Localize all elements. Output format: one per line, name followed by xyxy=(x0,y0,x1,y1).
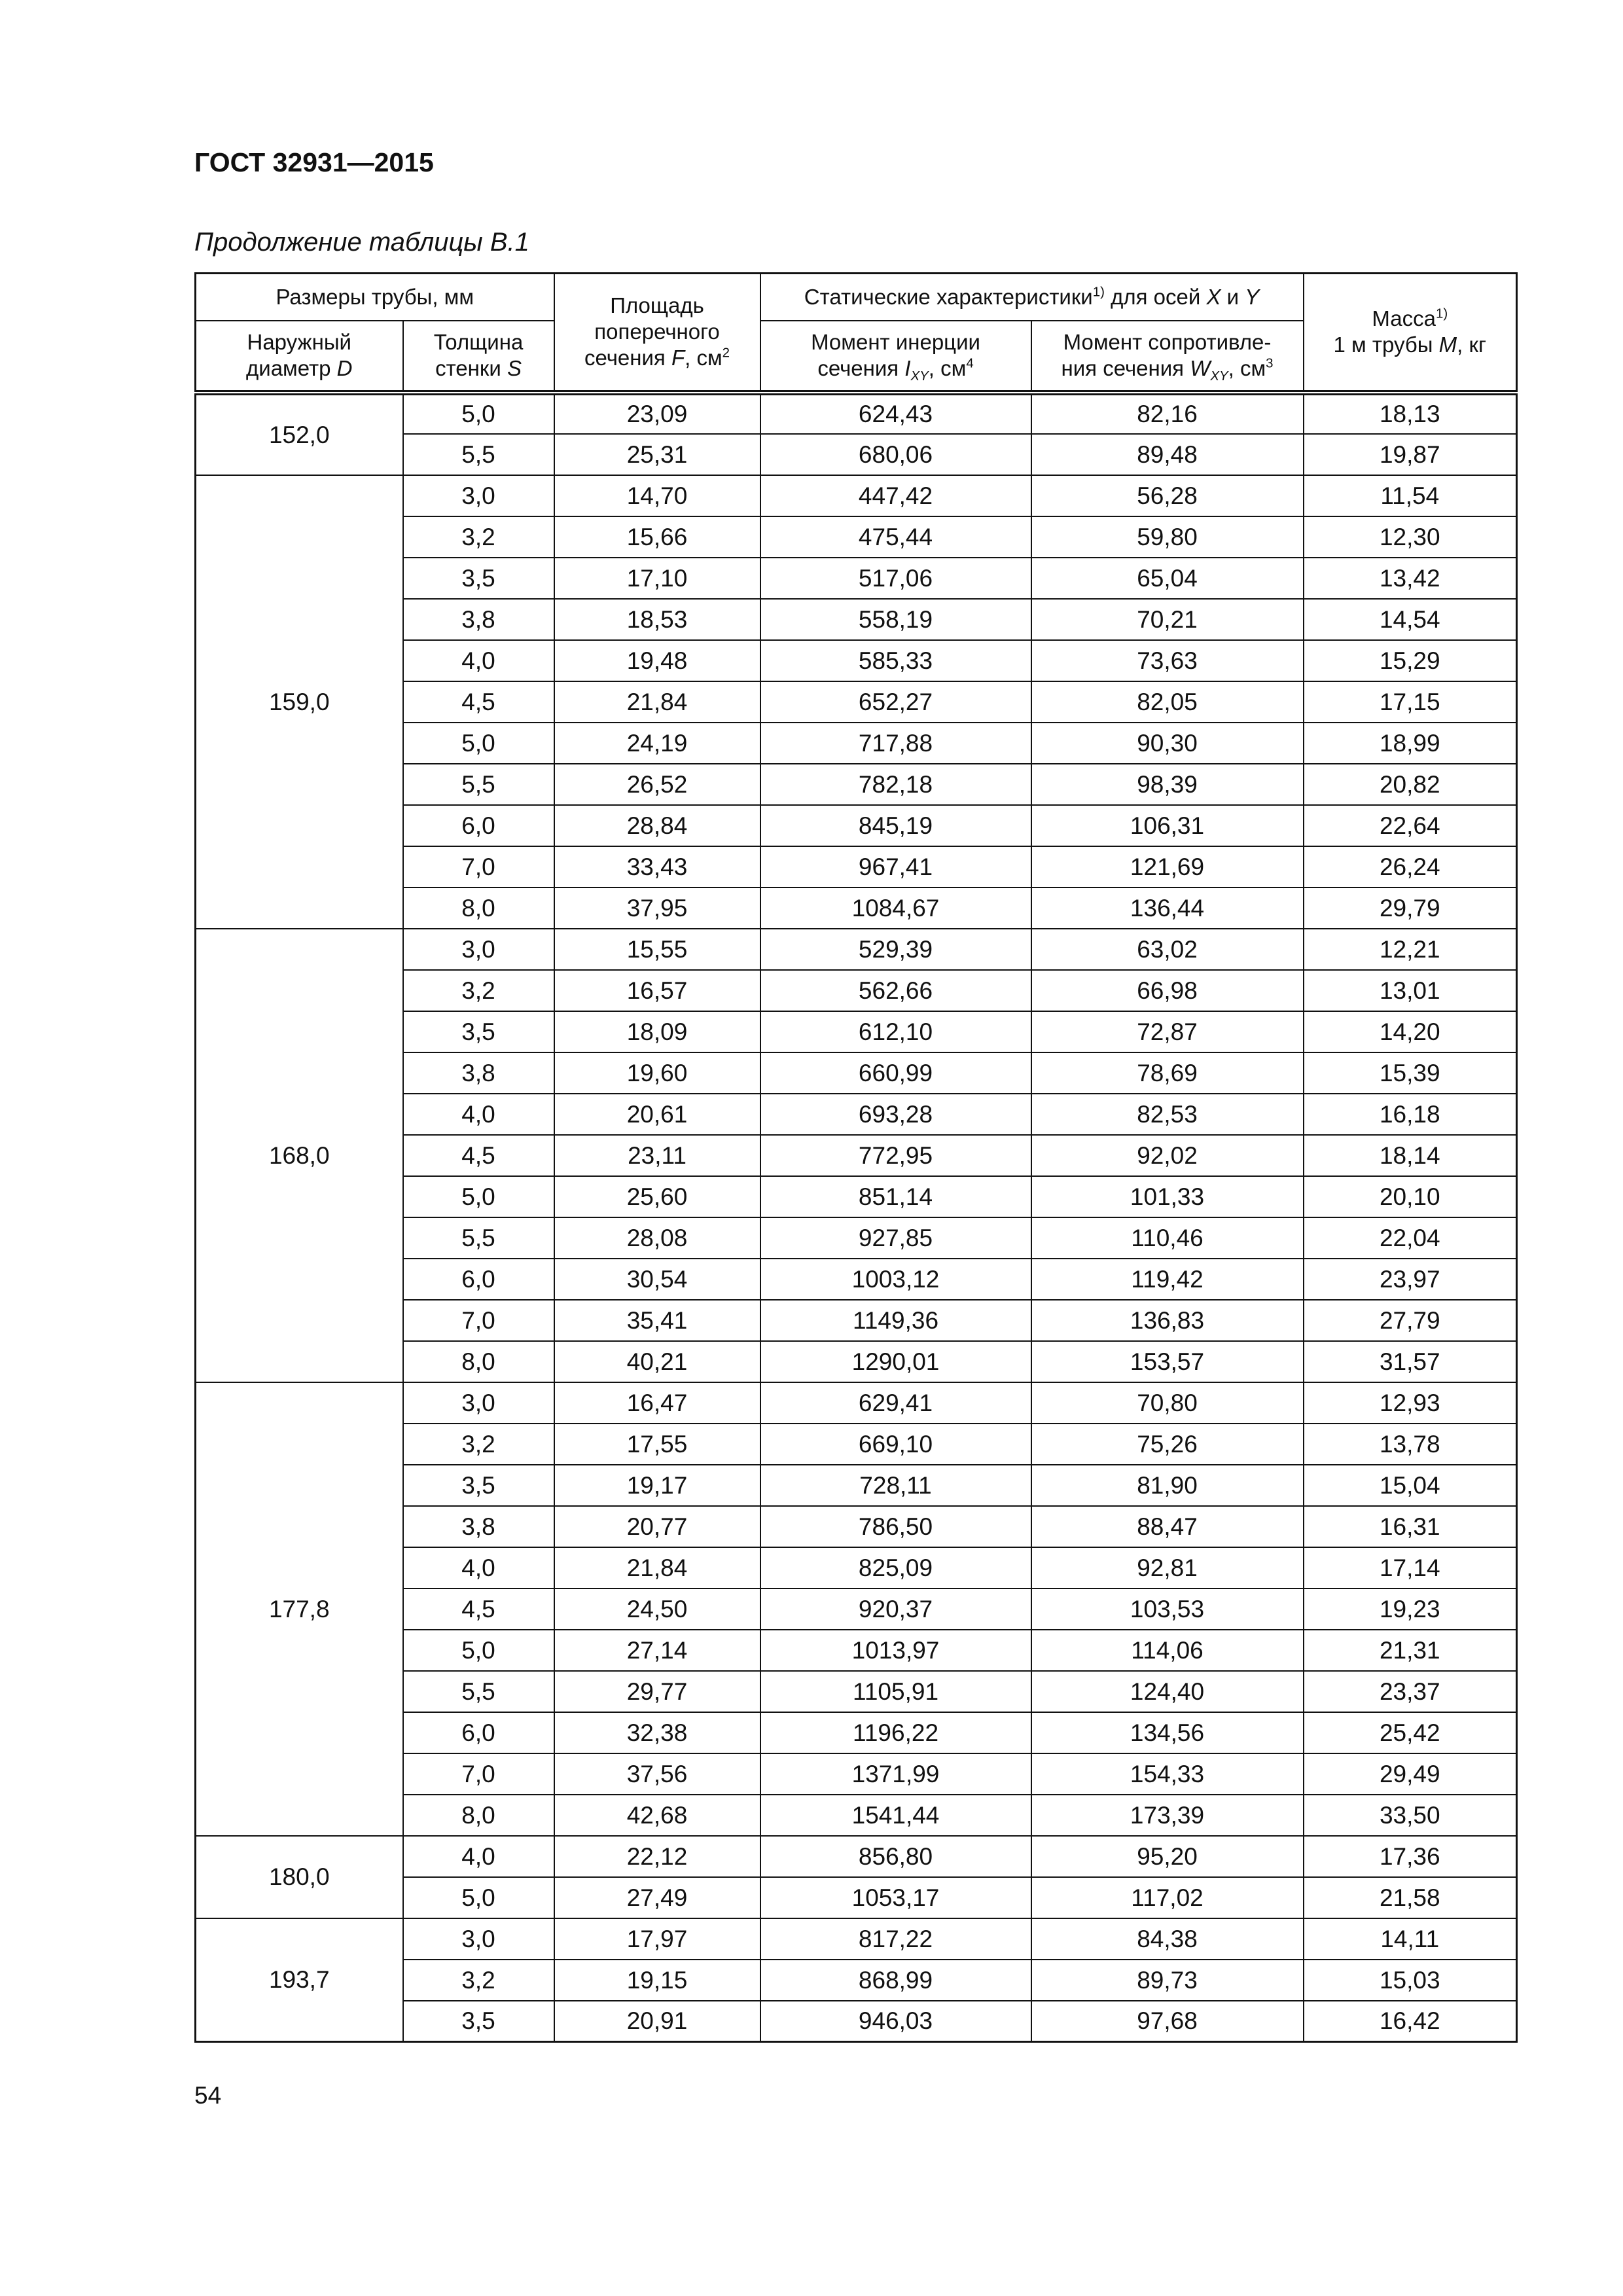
unit-text: , см xyxy=(928,356,967,380)
section-modulus-cell: 66,98 xyxy=(1031,970,1304,1011)
moment-of-inertia-cell: 517,06 xyxy=(760,558,1031,599)
table-row xyxy=(196,929,1517,970)
mass-cell: 17,14 xyxy=(1304,1547,1517,1588)
mass-cell: 18,13 xyxy=(1304,393,1517,434)
moment-of-inertia-cell: 612,10 xyxy=(760,1011,1031,1052)
cross-section-area-cell: 30,54 xyxy=(554,1259,760,1300)
mass-cell: 29,79 xyxy=(1304,888,1517,929)
section-modulus-cell: 59,80 xyxy=(1031,516,1304,558)
moment-of-inertia-cell: 946,03 xyxy=(760,2001,1031,2042)
cross-section-area-cell: 23,09 xyxy=(554,393,760,434)
cross-section-area-cell: 22,12 xyxy=(554,1836,760,1877)
mass-cell: 12,30 xyxy=(1304,516,1517,558)
moment-of-inertia-cell: 927,85 xyxy=(760,1217,1031,1259)
wall-thickness-cell: 3,0 xyxy=(403,929,554,970)
cross-section-area-cell: 35,41 xyxy=(554,1300,760,1341)
mass-cell: 12,93 xyxy=(1304,1382,1517,1424)
moment-of-inertia-cell: 920,37 xyxy=(760,1588,1031,1630)
cross-section-area-cell: 16,47 xyxy=(554,1382,760,1424)
header-text-line: Площадь xyxy=(610,293,704,318)
moment-of-inertia-cell: 817,22 xyxy=(760,1918,1031,1960)
header-row xyxy=(196,274,1517,321)
wall-thickness-cell: 5,5 xyxy=(403,764,554,805)
header-text: ния сечения xyxy=(1061,356,1190,380)
section-modulus-cell: 56,28 xyxy=(1031,475,1304,516)
moment-of-inertia-cell: 1149,36 xyxy=(760,1300,1031,1341)
header-text-line: Момент инерции xyxy=(811,330,980,354)
wall-thickness-cell: 3,8 xyxy=(403,1506,554,1547)
moment-of-inertia-cell: 529,39 xyxy=(760,929,1031,970)
outer-diameter-cell: 177,8 xyxy=(196,1382,403,1836)
moment-of-inertia-cell: 680,06 xyxy=(760,434,1031,475)
section-modulus-cell: 82,05 xyxy=(1031,681,1304,723)
section-modulus-cell: 63,02 xyxy=(1031,929,1304,970)
outer-diameter-cell: 168,0 xyxy=(196,929,403,1382)
moment-of-inertia-cell: 856,80 xyxy=(760,1836,1031,1877)
cross-section-area-cell: 16,57 xyxy=(554,970,760,1011)
wall-thickness-cell: 5,5 xyxy=(403,1217,554,1259)
wall-thickness-cell: 3,2 xyxy=(403,1960,554,2001)
mass-cell: 27,79 xyxy=(1304,1300,1517,1341)
header-text: Статические характеристики xyxy=(804,284,1093,309)
cross-section-area-cell: 37,95 xyxy=(554,888,760,929)
cross-section-area-cell: 40,21 xyxy=(554,1341,760,1382)
wall-thickness-cell: 4,0 xyxy=(403,640,554,681)
wall-thickness-cell: 3,8 xyxy=(403,1052,554,1094)
cross-section-area-cell: 23,11 xyxy=(554,1135,760,1176)
wall-thickness-cell: 5,0 xyxy=(403,723,554,764)
header-text-line: Толщина xyxy=(433,330,524,354)
mass-header xyxy=(1304,274,1517,393)
header-text-line xyxy=(761,355,1031,382)
static-characteristics-header xyxy=(760,274,1304,321)
mass-cell: 19,23 xyxy=(1304,1588,1517,1630)
cross-section-area-cell: 21,84 xyxy=(554,1547,760,1588)
outer-diameter-header xyxy=(196,321,403,393)
mass-cell: 11,54 xyxy=(1304,475,1517,516)
moment-of-inertia-cell: 786,50 xyxy=(760,1506,1031,1547)
cross-section-area-cell: 19,60 xyxy=(554,1052,760,1094)
wall-thickness-cell: 7,0 xyxy=(403,1300,554,1341)
moment-of-inertia-cell: 1371,99 xyxy=(760,1753,1031,1795)
mass-cell: 23,37 xyxy=(1304,1671,1517,1712)
moment-of-inertia-header xyxy=(760,321,1031,393)
section-modulus-cell: 89,73 xyxy=(1031,1960,1304,2001)
section-modulus-cell: 70,80 xyxy=(1031,1382,1304,1424)
mass-cell: 13,42 xyxy=(1304,558,1517,599)
section-modulus-cell: 88,47 xyxy=(1031,1506,1304,1547)
cross-section-area-cell: 20,77 xyxy=(554,1506,760,1547)
mass-cell: 21,31 xyxy=(1304,1630,1517,1671)
section-modulus-cell: 70,21 xyxy=(1031,599,1304,640)
mass-cell: 15,29 xyxy=(1304,640,1517,681)
section-modulus-cell: 82,53 xyxy=(1031,1094,1304,1135)
outer-diameter-cell: 180,0 xyxy=(196,1836,403,1918)
mass-cell: 15,39 xyxy=(1304,1052,1517,1094)
mass-cell: 12,21 xyxy=(1304,929,1517,970)
outer-diameter-cell: 159,0 xyxy=(196,475,403,929)
mass-cell: 13,78 xyxy=(1304,1424,1517,1465)
moment-of-inertia-cell: 1196,22 xyxy=(760,1712,1031,1753)
moment-of-inertia-cell: 475,44 xyxy=(760,516,1031,558)
wall-thickness-cell: 6,0 xyxy=(403,1259,554,1300)
wall-thickness-cell: 5,5 xyxy=(403,434,554,475)
wall-thickness-cell: 4,0 xyxy=(403,1547,554,1588)
cross-section-area-cell: 18,09 xyxy=(554,1011,760,1052)
table-row xyxy=(196,1836,1517,1877)
axis-subscript xyxy=(1210,368,1228,384)
mass-cell: 33,50 xyxy=(1304,1795,1517,1836)
wall-thickness-cell: 3,0 xyxy=(403,1382,554,1424)
section-modulus-cell: 78,69 xyxy=(1031,1052,1304,1094)
mass-cell: 14,11 xyxy=(1304,1918,1517,1960)
cross-section-area-cell: 19,15 xyxy=(554,1960,760,2001)
mass-cell: 26,24 xyxy=(1304,846,1517,888)
thickness-symbol: S xyxy=(507,356,522,380)
wall-thickness-cell: 8,0 xyxy=(403,1341,554,1382)
section-modulus-header xyxy=(1031,321,1304,393)
header-text-line xyxy=(404,355,554,382)
moment-of-inertia-cell: 868,99 xyxy=(760,1960,1031,2001)
axis-y-symbol: Y xyxy=(1245,284,1260,309)
wall-thickness-cell: 3,5 xyxy=(403,2001,554,2042)
axis-subscript-text: XY xyxy=(910,368,929,384)
header-text: для осей xyxy=(1104,284,1207,309)
moment-of-inertia-cell: 782,18 xyxy=(760,764,1031,805)
mass-cell: 22,64 xyxy=(1304,805,1517,846)
header-text-line: Наружный xyxy=(247,330,351,354)
moment-of-inertia-cell: 1013,97 xyxy=(760,1630,1031,1671)
unit-text: , см xyxy=(685,346,722,370)
wall-thickness-cell: 3,2 xyxy=(403,516,554,558)
section-modulus-cell: 65,04 xyxy=(1031,558,1304,599)
wall-thickness-cell: 3,0 xyxy=(403,1918,554,1960)
cross-section-area-cell: 28,08 xyxy=(554,1217,760,1259)
section-modulus-cell: 82,16 xyxy=(1031,393,1304,434)
mass-cell: 25,42 xyxy=(1304,1712,1517,1753)
cross-section-area-cell: 14,70 xyxy=(554,475,760,516)
unit-exponent: 2 xyxy=(722,345,730,361)
mass-cell: 17,36 xyxy=(1304,1836,1517,1877)
moment-of-inertia-cell: 851,14 xyxy=(760,1176,1031,1217)
wall-thickness-cell: 5,5 xyxy=(403,1671,554,1712)
wall-thickness-cell: 3,2 xyxy=(403,970,554,1011)
axis-subscript xyxy=(911,368,929,384)
wall-thickness-cell: 3,8 xyxy=(403,599,554,640)
moment-of-inertia-cell: 1003,12 xyxy=(760,1259,1031,1300)
table-row xyxy=(196,393,1517,434)
section-modulus-cell: 117,02 xyxy=(1031,1877,1304,1918)
moment-of-inertia-cell: 1541,44 xyxy=(760,1795,1031,1836)
table-row xyxy=(196,1382,1517,1424)
outer-diameter-cell: 193,7 xyxy=(196,1918,403,2042)
cross-section-area-cell: 33,43 xyxy=(554,846,760,888)
moment-of-inertia-cell: 1105,91 xyxy=(760,1671,1031,1712)
section-modulus-cell: 89,48 xyxy=(1031,434,1304,475)
header-text-line xyxy=(1304,306,1516,332)
table-row xyxy=(196,475,1517,516)
wall-thickness-cell: 6,0 xyxy=(403,805,554,846)
cross-section-area-cell: 19,17 xyxy=(554,1465,760,1506)
wall-thickness-cell: 4,5 xyxy=(403,1135,554,1176)
header-text: диаметр xyxy=(246,356,337,380)
cross-section-area-cell: 17,55 xyxy=(554,1424,760,1465)
cross-section-area-cell: 27,14 xyxy=(554,1630,760,1671)
mass-cell: 15,03 xyxy=(1304,1960,1517,2001)
mass-cell: 14,20 xyxy=(1304,1011,1517,1052)
axis-subscript-text: XY xyxy=(1210,368,1228,384)
moment-of-inertia-cell: 624,43 xyxy=(760,393,1031,434)
section-modulus-cell: 98,39 xyxy=(1031,764,1304,805)
footnote-mark: 1) xyxy=(1435,306,1448,321)
wall-thickness-cell: 4,5 xyxy=(403,1588,554,1630)
section-modulus-cell: 73,63 xyxy=(1031,640,1304,681)
wall-thickness-cell: 4,0 xyxy=(403,1836,554,1877)
cross-section-area-cell: 15,55 xyxy=(554,929,760,970)
cross-section-area-cell: 17,10 xyxy=(554,558,760,599)
wall-thickness-cell: 8,0 xyxy=(403,1795,554,1836)
moment-of-inertia-cell: 717,88 xyxy=(760,723,1031,764)
wall-thickness-cell: 7,0 xyxy=(403,846,554,888)
cross-section-area-cell: 20,61 xyxy=(554,1094,760,1135)
unit-exponent: 4 xyxy=(966,355,974,371)
cross-section-area-cell: 20,91 xyxy=(554,2001,760,2042)
table-header xyxy=(196,274,1517,393)
moment-of-inertia-cell: 669,10 xyxy=(760,1424,1031,1465)
unit-exponent: 3 xyxy=(1266,355,1274,371)
section-modulus-cell: 173,39 xyxy=(1031,1795,1304,1836)
moment-of-inertia-cell: 1290,01 xyxy=(760,1341,1031,1382)
cross-section-area-cell: 24,50 xyxy=(554,1588,760,1630)
mass-cell: 16,42 xyxy=(1304,2001,1517,2042)
axis-x-symbol: X xyxy=(1206,284,1221,309)
moment-of-inertia-cell: 447,42 xyxy=(760,475,1031,516)
header-text: сечения xyxy=(817,356,905,380)
cross-section-area-cell: 32,38 xyxy=(554,1712,760,1753)
wall-thickness-header xyxy=(403,321,554,393)
area-symbol: F xyxy=(671,346,685,370)
mass-cell: 19,87 xyxy=(1304,434,1517,475)
wall-thickness-cell: 6,0 xyxy=(403,1712,554,1753)
header-text-line: поперечного xyxy=(594,319,720,344)
header-text-line: Момент сопротивле- xyxy=(1063,330,1272,354)
cross-section-area-cell: 27,49 xyxy=(554,1877,760,1918)
unit-text: , см xyxy=(1228,356,1266,380)
moment-of-inertia-cell: 562,66 xyxy=(760,970,1031,1011)
wall-thickness-cell: 3,0 xyxy=(403,475,554,516)
wall-thickness-cell: 4,0 xyxy=(403,1094,554,1135)
section-modulus-cell: 101,33 xyxy=(1031,1176,1304,1217)
outer-diameter-cell: 152,0 xyxy=(196,393,403,475)
moment-of-inertia-cell: 693,28 xyxy=(760,1094,1031,1135)
mass-cell: 16,31 xyxy=(1304,1506,1517,1547)
section-modulus-cell: 92,02 xyxy=(1031,1135,1304,1176)
inertia-symbol: I xyxy=(904,356,911,380)
wall-thickness-cell: 5,0 xyxy=(403,1877,554,1918)
section-modulus-cell: 81,90 xyxy=(1031,1465,1304,1506)
cross-section-area-cell: 29,77 xyxy=(554,1671,760,1712)
moment-of-inertia-cell: 1084,67 xyxy=(760,888,1031,929)
moment-of-inertia-cell: 772,95 xyxy=(760,1135,1031,1176)
wall-thickness-cell: 5,0 xyxy=(403,1176,554,1217)
moment-of-inertia-cell: 825,09 xyxy=(760,1547,1031,1588)
diameter-symbol: D xyxy=(336,356,353,380)
cross-section-area-cell: 15,66 xyxy=(554,516,760,558)
wall-thickness-cell: 8,0 xyxy=(403,888,554,929)
cross-section-area-cell: 28,84 xyxy=(554,805,760,846)
cross-section-area-header xyxy=(554,274,760,393)
pipe-dimensions-header: Размеры трубы, мм xyxy=(196,274,554,321)
wall-thickness-cell: 3,2 xyxy=(403,1424,554,1465)
section-modulus-cell: 154,33 xyxy=(1031,1753,1304,1795)
mass-cell: 13,01 xyxy=(1304,970,1517,1011)
header-text: и xyxy=(1221,284,1245,309)
wall-thickness-cell: 4,5 xyxy=(403,681,554,723)
mass-cell: 15,04 xyxy=(1304,1465,1517,1506)
mass-cell: 31,57 xyxy=(1304,1341,1517,1382)
footnote-mark: 1) xyxy=(1092,284,1105,300)
section-modulus-cell: 75,26 xyxy=(1031,1424,1304,1465)
section-modulus-cell: 90,30 xyxy=(1031,723,1304,764)
page-number: 54 xyxy=(194,2082,222,2109)
moment-of-inertia-cell: 967,41 xyxy=(760,846,1031,888)
standard-designation: ГОСТ 32931—2015 xyxy=(194,147,434,177)
moment-of-inertia-cell: 629,41 xyxy=(760,1382,1031,1424)
mass-cell: 23,97 xyxy=(1304,1259,1517,1300)
wall-thickness-cell: 5,0 xyxy=(403,1630,554,1671)
section-modulus-cell: 114,06 xyxy=(1031,1630,1304,1671)
moment-of-inertia-cell: 728,11 xyxy=(760,1465,1031,1506)
wall-thickness-cell: 5,0 xyxy=(403,393,554,434)
section-modulus-cell: 106,31 xyxy=(1031,805,1304,846)
section-modulus-cell: 92,81 xyxy=(1031,1547,1304,1588)
section-modulus-cell: 136,83 xyxy=(1031,1300,1304,1341)
cross-section-area-cell: 21,84 xyxy=(554,681,760,723)
table-body xyxy=(196,393,1517,2042)
section-modulus-cell: 153,57 xyxy=(1031,1341,1304,1382)
moment-of-inertia-cell: 585,33 xyxy=(760,640,1031,681)
header-text-line xyxy=(1032,355,1303,382)
cross-section-area-cell: 25,60 xyxy=(554,1176,760,1217)
mass-symbol: M xyxy=(1438,332,1457,357)
moment-of-inertia-cell: 558,19 xyxy=(760,599,1031,640)
header-text-line xyxy=(196,355,402,382)
section-modulus-cell: 119,42 xyxy=(1031,1259,1304,1300)
cross-section-area-cell: 24,19 xyxy=(554,723,760,764)
mass-cell: 16,18 xyxy=(1304,1094,1517,1135)
wall-thickness-cell: 7,0 xyxy=(403,1753,554,1795)
mass-cell: 22,04 xyxy=(1304,1217,1517,1259)
moment-of-inertia-cell: 845,19 xyxy=(760,805,1031,846)
wall-thickness-cell: 3,5 xyxy=(403,1465,554,1506)
cross-section-area-cell: 37,56 xyxy=(554,1753,760,1795)
pipe-properties-table xyxy=(194,272,1518,2043)
table-row xyxy=(196,1918,1517,1960)
section-modulus-cell: 124,40 xyxy=(1031,1671,1304,1712)
mass-cell: 14,54 xyxy=(1304,599,1517,640)
cross-section-area-cell: 19,48 xyxy=(554,640,760,681)
wall-thickness-cell: 3,5 xyxy=(403,1011,554,1052)
section-modulus-cell: 136,44 xyxy=(1031,888,1304,929)
header-text: сечения xyxy=(584,346,671,370)
wall-thickness-cell: 3,5 xyxy=(403,558,554,599)
header-text-line xyxy=(1304,332,1516,358)
section-modulus-cell: 121,69 xyxy=(1031,846,1304,888)
cross-section-area-cell: 42,68 xyxy=(554,1795,760,1836)
mass-cell: 17,15 xyxy=(1304,681,1517,723)
moment-of-inertia-cell: 652,27 xyxy=(760,681,1031,723)
moment-of-inertia-cell: 1053,17 xyxy=(760,1877,1031,1918)
section-modulus-cell: 103,53 xyxy=(1031,1588,1304,1630)
unit-text: , кг xyxy=(1457,332,1486,357)
table-caption: Продолжение таблицы В.1 xyxy=(194,228,529,257)
cross-section-area-cell: 17,97 xyxy=(554,1918,760,1960)
section-modulus-cell: 95,20 xyxy=(1031,1836,1304,1877)
cross-section-area-cell: 25,31 xyxy=(554,434,760,475)
mass-cell: 18,14 xyxy=(1304,1135,1517,1176)
header-text: 1 м трубы xyxy=(1333,332,1439,357)
mass-cell: 18,99 xyxy=(1304,723,1517,764)
mass-cell: 21,58 xyxy=(1304,1877,1517,1918)
header-text: Масса xyxy=(1372,306,1436,331)
mass-cell: 20,82 xyxy=(1304,764,1517,805)
cross-section-area-cell: 26,52 xyxy=(554,764,760,805)
header-text: стенки xyxy=(435,356,507,380)
cross-section-area-cell: 18,53 xyxy=(554,599,760,640)
modulus-symbol: W xyxy=(1190,356,1211,380)
mass-cell: 29,49 xyxy=(1304,1753,1517,1795)
section-modulus-cell: 84,38 xyxy=(1031,1918,1304,1960)
section-modulus-cell: 134,56 xyxy=(1031,1712,1304,1753)
mass-cell: 20,10 xyxy=(1304,1176,1517,1217)
header-text-line xyxy=(555,345,760,371)
section-modulus-cell: 97,68 xyxy=(1031,2001,1304,2042)
section-modulus-cell: 72,87 xyxy=(1031,1011,1304,1052)
section-modulus-cell: 110,46 xyxy=(1031,1217,1304,1259)
moment-of-inertia-cell: 660,99 xyxy=(760,1052,1031,1094)
